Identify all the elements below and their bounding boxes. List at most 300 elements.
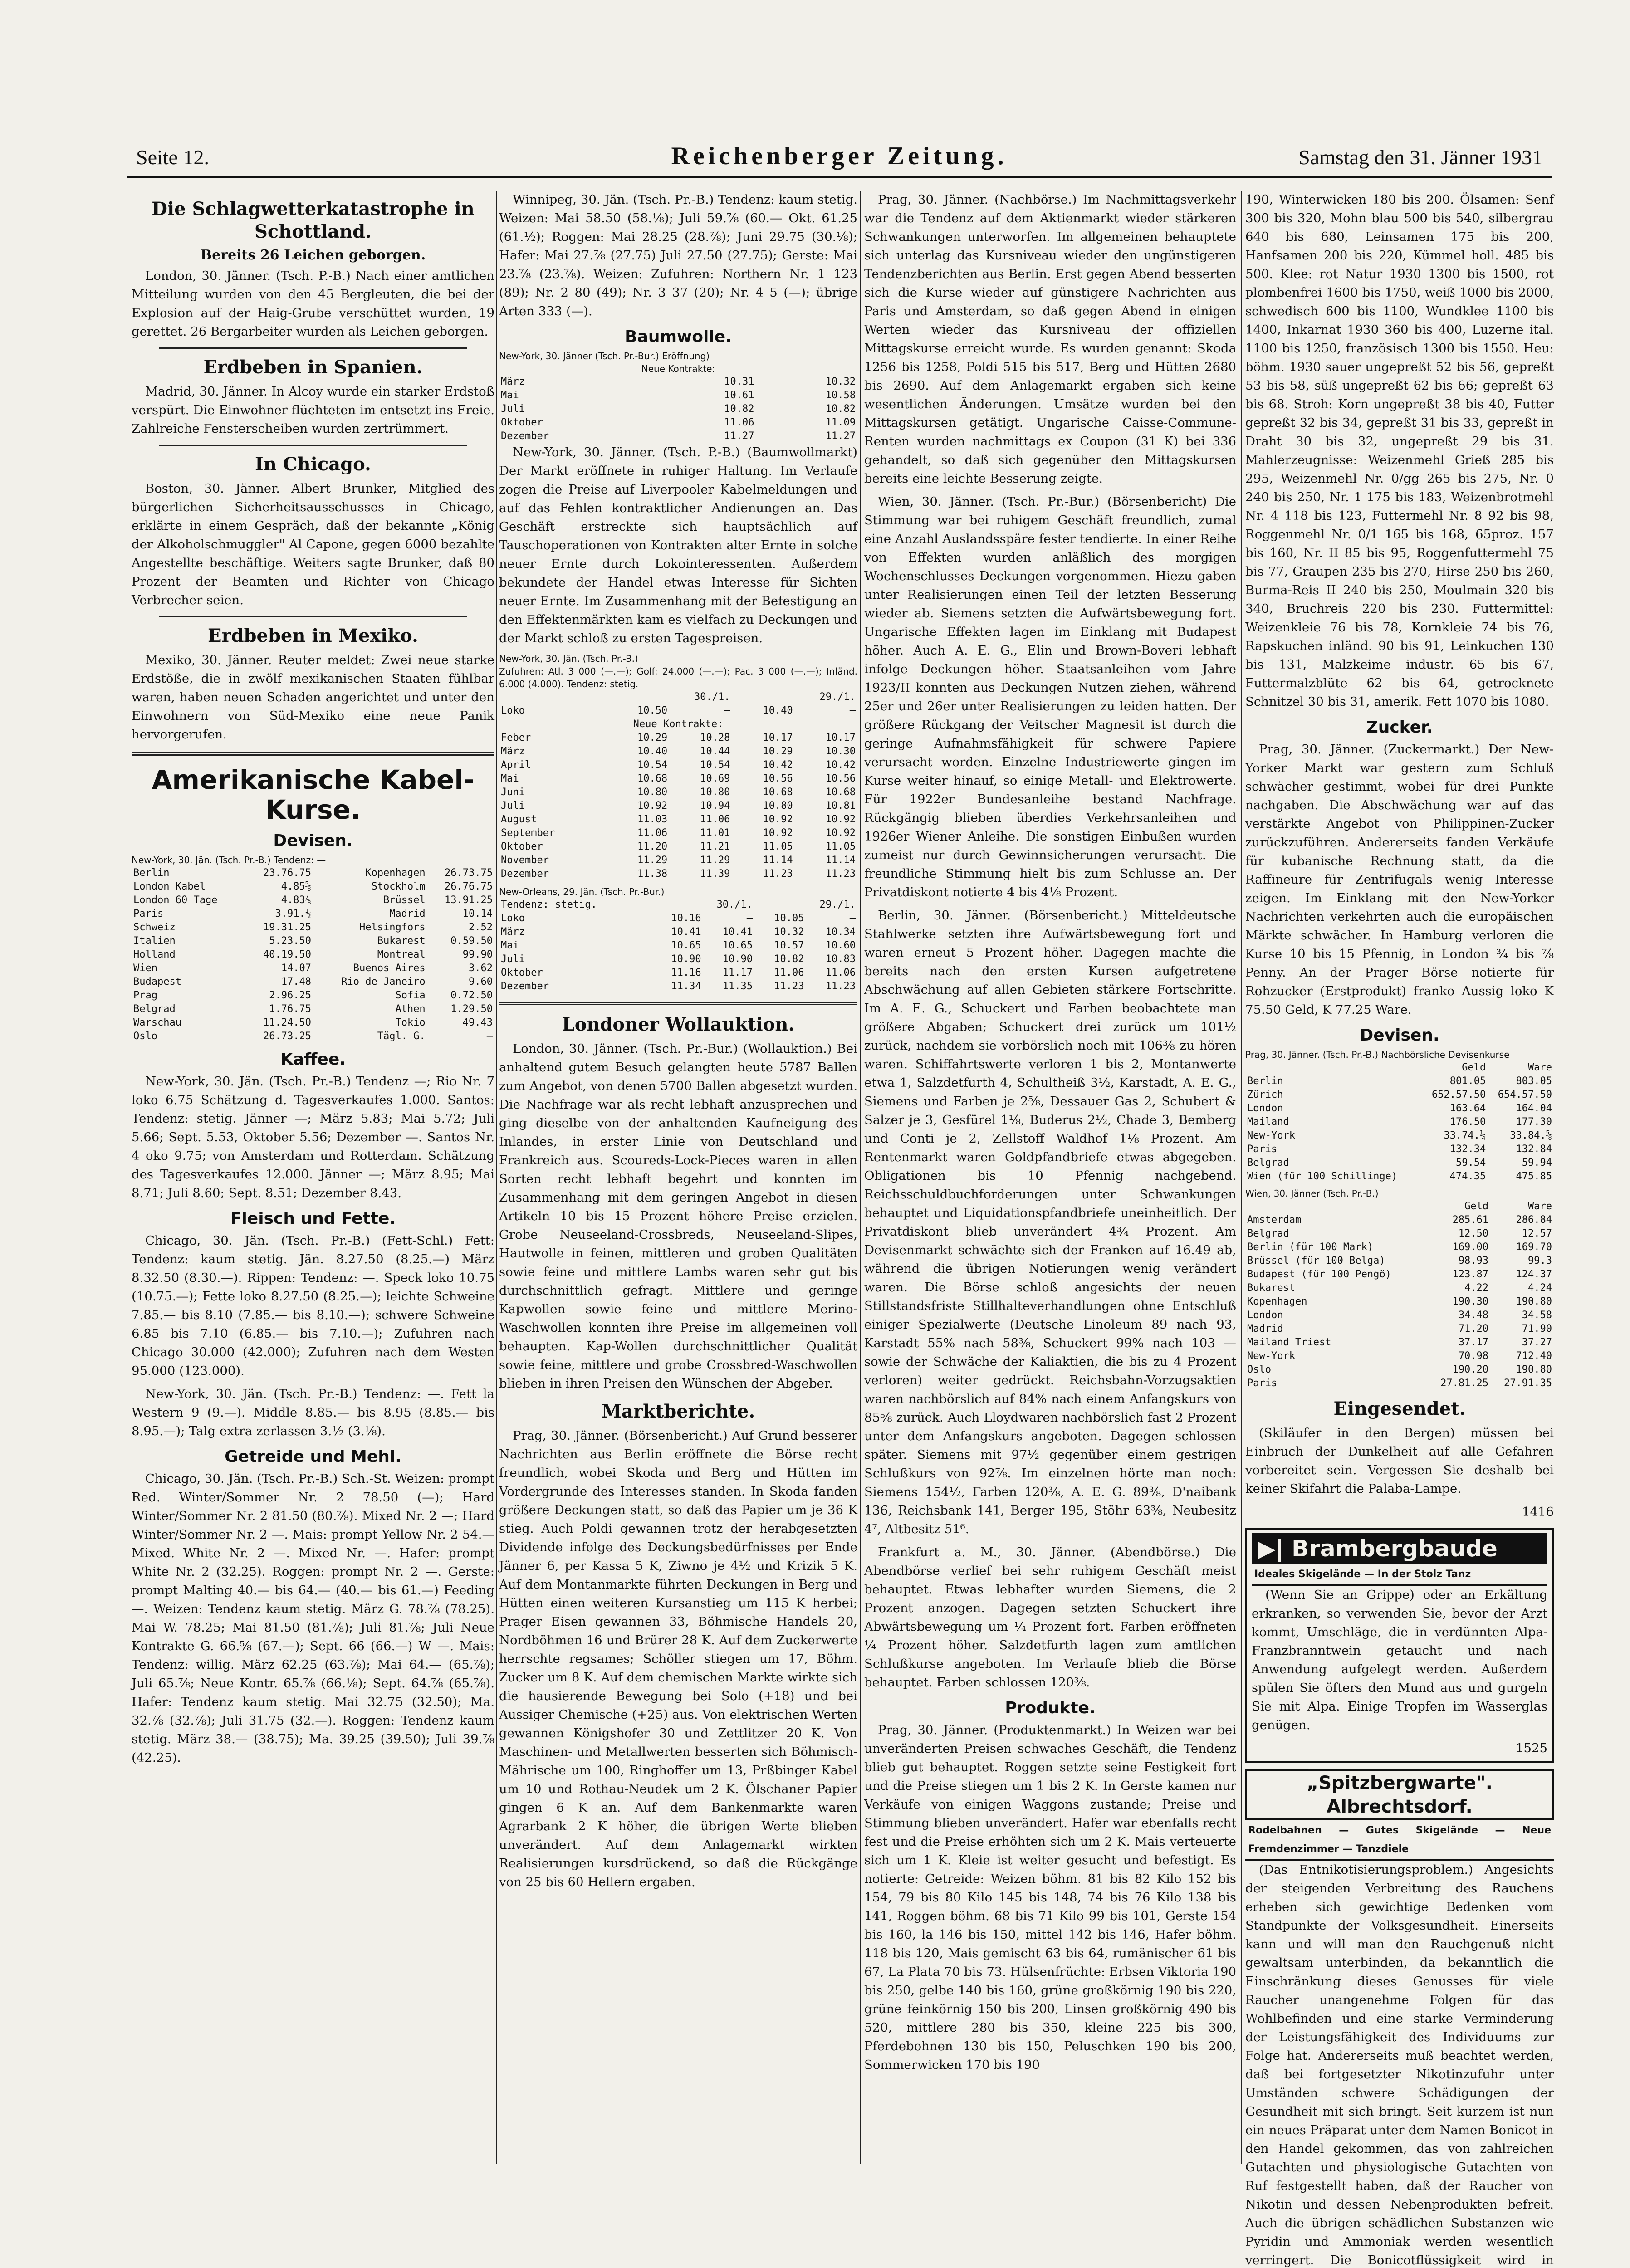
article-produktenmarkt: Prag, 30. Jänner. (Produktenmarkt.) In Weizen war bei unveränderten Preisen schwaches Geschäft, die Tendenz blieb gut behauptet. Roggen setzte seine Festigkeit fort und die Preise stiegen um 1 bis 2 K. In Gerste kamen nur Verkäufe von einigen Waggons zustande; Preise und Stimmung blieben unverändert. Hafer war ebenfalls recht fest und die Preise erhöhten sich um 2 K. Mais verteuerte sich um 1 K. Kleie ist weiter gesucht und befestigt. Es notierte: Getreide: Weizen böhm. 81 bis 82 Kilo 152 bis 154, 79 bis 80 Kilo 145 bis 148, 74 bis 76 Kilo 138 bis 141, Roggen böhm. 68 bis 71 Kilo 99 bis 101, Gerste 154 bis 160, la 146 bis 150, mittel 142 bis 146, Hafer böhm. 118 bis 120, Mais gemischt 63 bis 64, rumänischer 61 bis 67, La Plata 70 bis 73. Hülsenfrüchte: Erbsen Viktoria 190 bis 250, gelbe 140 bis 160, grüne großkörnig 190 bis 220, grüne feinkörnig 150 bis 200, Linsen großkörnig 490 bis 520, mittlere 280 bis 350, kleine 225 bis 300, Pferdebohnen 130 bis 150, Peluschken 190 bis 200, Sommerwicken 170 bis 190 xyxy=(864,1723,1236,2072)
table-cell: Belgrad xyxy=(133,1003,176,1015)
table-cell: 10.32 xyxy=(774,926,804,938)
table-cell: 10.82 xyxy=(774,953,804,965)
table-cell: Dezember xyxy=(501,981,549,992)
table-cell: 190.80 xyxy=(1516,1296,1552,1307)
table-cell: 169.70 xyxy=(1516,1242,1552,1253)
article-chicago: Boston, 30. Jänner. Albert Brunker, Mitglied des bürgerlichen Sicherheitsausschusses in Chicago, erklärte in einem Gespräch, daß der bekannte „König der Alkoholschmuggler" Al Capone, gegen 6000 bezahlte Angestellte beschäftige. Weiters sagte Brunker, daß 80 Prozent der Beamten und Richter von Chicago Verbrecher seien. xyxy=(132,481,494,607)
headline-chicago: In Chicago. xyxy=(255,454,371,475)
table-cell: Bukarest xyxy=(1247,1282,1295,1294)
table-cell: Madrid xyxy=(389,908,426,919)
table-cell: 10.90 xyxy=(722,953,753,965)
table-row xyxy=(132,921,494,934)
article-boersenbericht-prag: Prag, 30. Jänner. (Börsenbericht.) Auf Grund besserer Nachrichten aus Berlin eröffnete die Börse recht freundlich, wobei Skoda und Berg und Hütten im Vordergrunde des Interesses standen. In Skoda fanden größere Deckungen statt, so daß das Papier um je 36 K stieg. Auch Poldi gewannen trotz der herabgesetzten Dividende infolge des Deckungsbedürfnisses per Ende Jänner 6, per Kassa 5 K, Ziwno je 4½ und Krizik 5 K. Auf dem Montanmarkte führten Deckungen in Berg und Hütten einen weiteren Kursanstieg um 115 K herbei; Prager Eisen gewannen 33, Böhmische Handels 20, Nordböhmen 16 und Brürer 28 K. Auf dem Zuckerwerte herrschte regsames; Schöller stiegen um 17, Böhm. Zucker um 8 K. Auf dem chemischen Markte wirkte sich die hausierende Bewegung bei Solo (+18) und bei Aussiger Chemische (+25) aus. Von elektrischen Werten gewannen Königshofer 30 und Zettlitzer 20 K. Von Maschinen- und Metallwerten besserten sich Böhmisch-Mährische um 100, Ringhoffer um 13, Prßbinger Kabel um 10 und Rothau-Neudek um 2 K. Ölschaner Papier gingen 6 K an. Auf dem Bankenmarkte waren Agrarbank 2 K höher, die übrigen Werte blieben unverändert. Auf dem Anlagemarkt wirkten Realisierungen kursdrückend, so daß die Rückgänge von 25 bis 60 Hellern ergaben. xyxy=(499,1428,857,1889)
table-row xyxy=(499,813,857,826)
table-cell: 10.44 xyxy=(700,746,730,757)
table-row xyxy=(1245,1254,1554,1268)
table-cell: Oslo xyxy=(1247,1364,1271,1375)
table-cell: 59.54 xyxy=(1456,1157,1486,1168)
table-cell: 27.91.35 xyxy=(1504,1378,1552,1389)
table-cell: Bukarest xyxy=(377,935,426,947)
headline-fleisch: Fleisch und Fette. xyxy=(230,1209,396,1228)
table-cell: 169.00 xyxy=(1452,1242,1489,1253)
neue-kontrakte-label: Neue Kontrakte: xyxy=(633,719,724,730)
table-cell: Sofia xyxy=(395,990,426,1001)
article-frankfurt: Frankfurt a. M., 30. Jänner. (Abendbörse.) Die Abendbörse verlief bei sehr ruhigem Geschäft meist behauptet. Etwas lebhafter wurden Siemens, die 2 Prozent anzogen. Dagegen setzten Schuckert ihre Abwärtsbewegung um ¼ Prozent fort. Farben eröffneten ¼ Prozent höher. Salzdetfurth lagen zum amtlichen Schlußkurse angeboten. Im Verlaufe blieb die Börse behauptet. Farben schlossen 120⅜. xyxy=(864,1545,1236,1690)
ad-subtitle: Rodelbahnen — Gutes Skigelände — Neue Fremdenzimmer — Tanzdiele xyxy=(1245,1820,1554,1861)
table-cell: 4.24 xyxy=(1528,1282,1552,1294)
baumwolle-neworleans-table xyxy=(499,898,857,993)
table-cell: 71.90 xyxy=(1522,1323,1552,1334)
table-cell: 10.16 xyxy=(671,913,701,924)
column-divider xyxy=(1241,191,1242,2164)
column-4 xyxy=(1245,191,1554,2268)
table-cell: 37.27 xyxy=(1522,1337,1552,1348)
table-cell: 11.23 xyxy=(825,981,856,992)
table-cell: 11.16 xyxy=(671,967,701,978)
table-cell: 11.38 xyxy=(637,868,668,880)
table-cell: 11.23 xyxy=(763,868,793,880)
table-cell: — xyxy=(849,705,856,716)
double-rule xyxy=(499,1002,857,1005)
table-cell: 10.92 xyxy=(825,814,856,825)
table-cell: New-York xyxy=(1247,1130,1295,1141)
table-cell: 1.29.50 xyxy=(450,1003,493,1015)
table-cell: 10.60 xyxy=(825,940,856,951)
table-cell: Schweiz xyxy=(133,922,176,933)
column-divider xyxy=(860,191,861,2164)
table-cell: New-York xyxy=(1247,1350,1295,1362)
table-cell: 11.05 xyxy=(763,841,793,852)
table-cell: 10.31 xyxy=(724,376,754,387)
table-cell: Madrid xyxy=(1247,1323,1283,1334)
table-cell: 176.50 xyxy=(1449,1116,1486,1128)
table-cell: Dezember xyxy=(501,430,549,442)
article-getreide: Chicago, 30. Jän. (Tsch. Pr.-B.) Sch.-St. Weizen: prompt Red. Winter/Sommer Nr. 2 78.50 (—); Hard Winter/Sommer Nr. 2 81.50 (80.⅞). Mixed Nr. 2 —; Hard Winter/Sommer Nr. 2 —. Mais: prompt Yellow Nr. 2 54.— Mixed. White Nr. 2 —. Mixed Nr. —. Hafer: prompt White Nr. 2 (32.25). Roggen: prompt Nr. 2 —. Gerste: prompt Malting 40.— bis 64.— (40.— bis 61.—) Feeding —. Weizen: Tendenz kaum stetig. März G. 78.⅞ (78.25). Mai W. 78.25; Mai 81.50 (81.⅞); Juli 81.⅞; Juli Neue Kontrakte G. 66.⅝ (67.—); Sept. 66 (66.—) W —. Mais: Tendenz: willig. März 62.25 (63.⅞); Mai 64.— (65.⅞); Juli 65.⅞; Neue Kontr. 65.⅞ (66.⅛); Sept. 64.⅞ (65.⅞). Hafer: Tendenz kaum stetig. Mai 32.75 (32.50); Ma. 32.⅞ (32.⅞); Juli 31.75 (32.—). Roggen: Tendenz kaum stetig. März 38.— (38.75); Ma. 39.25 (39.50); Juli 39.⅞ (42.25). xyxy=(132,1471,494,1765)
table-cell: 10.42 xyxy=(825,759,856,771)
table-cell: 803.05 xyxy=(1516,1075,1552,1087)
ad-code: 1525 xyxy=(1516,1741,1547,1755)
table-cell: August xyxy=(501,814,537,825)
table-cell: 10.05 xyxy=(774,913,804,924)
table-cell: 11.17 xyxy=(722,967,753,978)
table-cell: Oktober xyxy=(501,417,543,428)
headline-baumwolle: Baumwolle. xyxy=(625,327,732,346)
table-cell: Italien xyxy=(133,935,176,947)
table-cell: Paris xyxy=(133,908,164,919)
table-cell: 11.01 xyxy=(700,827,730,839)
table-row xyxy=(499,745,857,758)
table-cell: 99.3 xyxy=(1528,1255,1552,1266)
table-cell: 10.41 xyxy=(671,926,701,938)
table-cell: Oktober xyxy=(501,841,543,852)
table-cell: 10.41 xyxy=(722,926,753,938)
table-cell: 10.80 xyxy=(763,800,793,811)
masthead: Reichenberger Zeitung. xyxy=(671,142,1008,170)
table-row xyxy=(132,1002,494,1016)
devisen-wien-head: Wien, 30. Jänner (Tsch. Pr.-B.) xyxy=(1245,1188,1379,1199)
ad-title-text: Brambergbaude xyxy=(1292,1535,1498,1562)
table-cell: 474.35 xyxy=(1449,1171,1486,1182)
table-cell: London 60 Tage xyxy=(133,894,218,906)
table-row xyxy=(1245,1377,1554,1390)
table-cell: 164.04 xyxy=(1516,1103,1552,1114)
table-row xyxy=(499,375,857,389)
col-head: Tendenz: stetig. xyxy=(501,899,597,910)
table-cell: Paris xyxy=(1247,1378,1278,1389)
table-cell: 70.98 xyxy=(1458,1350,1489,1362)
article-produkte-cont: 190, Winterwicken 180 bis 200. Ölsamen: Senf 300 bis 320, Mohn blau 500 bis 540, silbergrau 640 bis 680, Leinsamen 175 bis 200, Hanfsamen 200 bis 220, Kümmel holl. 485 bis 500. Klee: rot Natur 1930 1300 bis 1500, rot plombenfrei 1600 bis 1750, weiß 1000 bis 2000, schwedisch 600 bis 1100, Wundklee 1100 bis 1400, Inkarnat 1930 360 bis 400, Luzerne ital. 1100 bis 1250, französisch 1300 bis 1550. Heu: böhm. 1930 sauer ungepreßt 52 bis 56, gepreßt 53 bis 58, süß ungepreßt 62 bis 66; gepreßt 63 bis 68. Stroh: Korn ungepreßt 38 bis 40, Futter gepreßt 32 bis 34, gepreßt 31 bis 33, gepreßt in Draht 30 bis 32, ungepreßt 29 bis 31. Mahlerzeugnisse: Weizenmehl Grieß 285 bis 295, Weizenmehl Nr. 0/gg 265 bis 275, Nr. 0 240 bis 250, Nr. 1 175 bis 183, Weizenbrotmehl Nr. 4 118 bis 123, Futtermehl Nr. 8 92 bis 98, Roggenmehl Nr. 0/1 165 bis 168, 65proz. 157 bis 160, Nr. II 85 bis 95, Roggenfuttermehl 75 bis 77, Graupen 235 bis 270, Hirse 250 bis 260, Burma-Reis II 240 bis 250, Moulmain 320 bis 340, Bruchreis 220 bis 230. Futtermittel: Weizenkleie 76 bis 78, Kornkleie 74 bis 76, Rapskuchen inländ. 90 bis 91, Leinkuchen 130 bis 131, Malzkeime industr. 65 bis 67, Futtermalzblüte 62 bis 64, getrocknete Schnitzel 30 bis 31, amerik. Fett 1070 bis 1080. xyxy=(1245,192,1554,709)
table-cell: 10.32 xyxy=(825,376,856,387)
table-row xyxy=(132,975,494,989)
table-row xyxy=(499,731,857,745)
table-cell: Berlin xyxy=(133,867,170,879)
table-cell: 11.03 xyxy=(637,814,668,825)
table-cell: 10.54 xyxy=(700,759,730,771)
table-cell: 10.90 xyxy=(671,953,701,965)
col-head: 29./1. xyxy=(819,899,856,910)
table-cell: Berlin xyxy=(1247,1075,1283,1087)
column-3 xyxy=(864,191,1236,2164)
table-cell: 190.30 xyxy=(1452,1296,1489,1307)
table-cell: 10.28 xyxy=(700,732,730,743)
headline-spanien: Erdbeben in Spanien. xyxy=(203,357,423,378)
table-cell: 11.27 xyxy=(724,430,754,442)
table-cell: Brüssel (für 100 Belga) xyxy=(1247,1255,1385,1266)
table-row xyxy=(499,867,857,881)
table-cell: 10.42 xyxy=(763,759,793,771)
table-row xyxy=(499,980,857,993)
table-cell: Mailand xyxy=(1247,1116,1289,1128)
table-cell: 10.14 xyxy=(462,908,493,919)
table-cell: 10.56 xyxy=(825,773,856,784)
table-cell: — xyxy=(746,913,753,924)
table-cell: 0.59.50 xyxy=(450,935,493,947)
table-cell: 10.29 xyxy=(763,746,793,757)
table-cell: 11.29 xyxy=(637,855,668,866)
devisen-prag-head: Prag, 30. Jänner. (Tsch. Pr.-B.) Nachbörsliche Devisenkurse xyxy=(1245,1049,1510,1060)
table-row xyxy=(499,704,857,718)
separator xyxy=(159,445,467,446)
subhead-devisen: Devisen. xyxy=(273,831,353,850)
baumwolle-eroeffnung-head: New-York, 30. Jänner (Tsch. Pr.-Bur.) Eröffnung) xyxy=(499,351,710,362)
table-cell: Buenos Aires xyxy=(353,963,426,974)
table-row xyxy=(1245,1309,1554,1322)
table-row xyxy=(499,758,857,772)
table-cell: 19.31.25 xyxy=(263,922,311,933)
page-number: Seite 12. xyxy=(136,146,209,169)
table-cell: 10.34 xyxy=(825,926,856,938)
table-row xyxy=(1245,1115,1554,1129)
table-cell: 40.19.50 xyxy=(263,949,311,960)
table-row xyxy=(499,430,857,443)
column-2 xyxy=(499,191,857,2164)
table-cell: Dezember xyxy=(501,868,549,880)
table-cell: 10.69 xyxy=(700,773,730,784)
table-cell: 26.73.25 xyxy=(263,1031,311,1042)
table-cell: 37.17 xyxy=(1458,1337,1489,1348)
table-cell: 4.22 xyxy=(1464,1282,1489,1294)
article-winnipeg: Winnipeg, 30. Jän. (Tsch. Pr.-B.) Tendenz: kaum stetig. Weizen: Mai 58.50 (58.⅛); Juli 59.⅞ (60.— Okt. 61.25 (61.½); Roggen: Mai 28.25 (28.⅞); Juni 29.75 (30.⅛); Hafer: Mai 27.⅞ (27.75) Juli 27.50 (27.75); Gerste: Mai 23.⅞ (23.⅞). Weizen: Zufuhren: Northern Nr. 1 123 (89); Nr. 2 80 (49); Nr. 3 37 (20); Nr. 4 5 (—); übrige Arten 333 (—). xyxy=(499,192,857,318)
table-cell: Berlin (für 100 Mark) xyxy=(1247,1242,1374,1253)
devisen-newyork-table xyxy=(132,866,494,1043)
col-head: Geld xyxy=(1464,1201,1489,1212)
table-cell: 132.34 xyxy=(1449,1144,1486,1155)
table-cell: 11.29 xyxy=(700,855,730,866)
table-cell: Mai xyxy=(501,940,519,951)
table-cell: Warschau xyxy=(133,1017,181,1028)
table-row xyxy=(499,786,857,799)
table-cell: 163.64 xyxy=(1449,1103,1486,1114)
table-cell: Stockholm xyxy=(371,881,426,892)
baumwolle-ny-head: New-York, 30. Jän. (Tsch. Pr.-B.) xyxy=(499,653,638,664)
table-cell: 10.17 xyxy=(825,732,856,743)
table-row xyxy=(132,894,494,907)
headline-zucker: Zucker. xyxy=(1366,718,1433,737)
table-row xyxy=(499,402,857,416)
devisen-newyork-head: New-York, 30. Jän. (Tsch. Pr.-B.) Tendenz: — xyxy=(132,855,326,865)
table-cell: 10.68 xyxy=(763,787,793,798)
table-row xyxy=(1245,1156,1554,1170)
table-cell: Loko xyxy=(501,705,525,716)
table-cell: 3.91.½ xyxy=(275,908,311,919)
headline-kaffee: Kaffee. xyxy=(280,1050,346,1069)
table-cell: 11.09 xyxy=(825,417,856,428)
table-cell: 27.81.25 xyxy=(1440,1378,1489,1389)
article-fleisch-newyork: New-York, 30. Jän. (Tsch. Pr.-B.) Tendenz: —. Fett la Western 9 (9.—). Middle 8.85.— bis 8.95 (8.85.— bis 8.95.—); Talg extra zerlassen 3.½ (3.⅛). xyxy=(132,1387,494,1438)
table-cell: 11.34 xyxy=(671,981,701,992)
devisen-wien-table xyxy=(1245,1200,1554,1390)
headline-wollauktion: Londoner Wollauktion. xyxy=(562,1014,795,1035)
table-cell: Belgrad xyxy=(1247,1228,1289,1239)
headline-marktberichte: Marktberichte. xyxy=(601,1401,755,1422)
table-cell: Rio de Janeiro xyxy=(341,976,426,987)
col-head: Ware xyxy=(1528,1062,1552,1073)
table-cell: 11.35 xyxy=(722,981,753,992)
article-wollauktion: London, 30. Jänner. (Tsch. Pr.-Bur.) (Wollauktion.) Bei anhaltend gutem Besuch gelangten heute 5787 Ballen zum Angebot, von denen 5700 Ballen abgesetzt wurden. Die Nachfrage war als recht lebhaft anzusprechen und ging dieselbe von der anhaltenden Kaufneigung des Inlandes, in erster Linie von Deutschland und Frankreich aus. Scoureds-Lock-Pieces waren in allen Sorten recht lebhaft begehrt und konnten im Zusammenhang mit dem geringen Angebot in diesen Artikeln 10 bis 15 Prozent höhere Preise erzielen. Grobe Neuseeland-Crossbreds, Neuseeland-Slipes, Hautwolle in feinen, mittleren und groben Qualitäten sowie feine und mittlere Lambs waren sehr gut bis durchschnittlich gefragt. Mittlere und geringe Kapwollen sowie feine und mittlere Merino-Waschwollen konnten ihre Preise im allgemeinen voll behaupten. Kap-Wollen durchschnittlicher Qualität sowie feine, mittlere und grobe Crossbred-Waschwollen blieben in ihren Preisen den Wünschen der Abgeber. xyxy=(499,1041,857,1391)
table-cell: Mai xyxy=(501,773,519,784)
table-cell: Loko xyxy=(501,913,525,924)
table-cell: 10.50 xyxy=(637,705,668,716)
devisen-prag-table xyxy=(1245,1061,1554,1183)
table-cell: 11.27 xyxy=(825,430,856,442)
table-cell: 10.56 xyxy=(763,773,793,784)
table-cell: 23.76.75 xyxy=(263,867,311,879)
table-row xyxy=(1245,1295,1554,1309)
headline-schlagwetter: Die Schlagwetterkatastrophe in Schottland. xyxy=(152,198,475,242)
table-cell: 652.57.50 xyxy=(1432,1089,1486,1100)
col-head: Ware xyxy=(1528,1201,1552,1212)
table-cell: Kopenhagen xyxy=(1247,1296,1307,1307)
table-cell: 34.58 xyxy=(1522,1310,1552,1321)
table-cell: 11.20 xyxy=(637,841,668,852)
baumwolle-neue-kontrakte: Neue Kontrakte: xyxy=(641,363,715,374)
table-cell: 10.80 xyxy=(700,787,730,798)
table-cell: 0.72.50 xyxy=(450,990,493,1001)
table-row xyxy=(1245,1281,1554,1295)
table-row xyxy=(1245,1143,1554,1156)
table-row xyxy=(499,416,857,430)
article-schlagwetter: London, 30. Jänner. (Tsch. P.-B.) Nach einer amtlichen Mitteilung wurden von den 45 Bergleuten, die bei der Explosion auf der Haig-Grube verschüttet wurden, 19 gerettet. 26 Bergarbeiter wurden als Leichen geborgen. xyxy=(132,269,494,339)
table-row xyxy=(132,989,494,1002)
table-cell: 12.57 xyxy=(1522,1228,1552,1239)
header-rule xyxy=(127,176,1552,178)
table-cell: 13.91.25 xyxy=(445,894,493,906)
table-cell: 801.05 xyxy=(1449,1075,1486,1087)
table-cell: 11.06 xyxy=(700,814,730,825)
table-cell: 10.92 xyxy=(763,814,793,825)
table-cell: 285.61 xyxy=(1452,1214,1489,1226)
table-cell: 99.90 xyxy=(462,949,493,960)
table-cell: 177.30 xyxy=(1516,1116,1552,1128)
table-cell: 10.65 xyxy=(671,940,701,951)
table-row xyxy=(132,948,494,962)
table-row xyxy=(1245,1336,1554,1349)
table-cell: Budapest xyxy=(133,976,181,987)
table-cell: 10.81 xyxy=(825,800,856,811)
notice-grippe: (Wenn Sie an Grippe) oder an Erkältung erkranken, so verwenden Sie, bevor der Arzt kommt, Umschläge, die in verdünnten Alpa-Franzbranntwein getaucht und nach Anwendung aufgelegt werden. Außerdem spülen Sie öfters den Mund aus und gurgeln Sie mit Alpa. Einige Tropfen im Wasserglas genügen. xyxy=(1252,1588,1547,1732)
article-fleisch: Chicago, 30. Jän. (Tsch. Pr.-B.) (Fett-Schl.) Fett: Tendenz: kaum stetig. Jän. 8.27.50 (8.25.—) März 8.32.50 (8.30.—). Rippen: Tendenz: —. Speck loko 10.75 (10.75.—); Fette loko 8.27.50 (8.25.—); leichte Schweine 7.85.— bis 8.10 (7.85.— bis 8.10.—); schwere Schweine 6.85 bis 7.10 (6.85.— bis 7.10.—); Zufuhren nach Chicago 30.000 (42.000); Zufuhren nach dem Westen 95.000 (123.000). xyxy=(132,1233,494,1378)
baumwolle-neworleans-head: New-Orleans, 29. Jän. (Tsch. Pr.-Bur.) xyxy=(499,886,665,897)
table-cell: 712.40 xyxy=(1516,1350,1552,1362)
table-cell: März xyxy=(501,926,525,938)
table-cell: 10.61 xyxy=(724,390,754,401)
table-cell: Montreal xyxy=(377,949,426,960)
table-cell: 475.85 xyxy=(1516,1171,1552,1182)
table-row xyxy=(499,772,857,786)
table-cell: 286.84 xyxy=(1516,1214,1552,1226)
table-cell: — xyxy=(486,1031,493,1042)
table-cell: 10.80 xyxy=(637,787,668,798)
table-cell: Tokio xyxy=(395,1017,426,1028)
table-row xyxy=(1245,1213,1554,1227)
column-divider xyxy=(496,191,497,2164)
table-cell: 33.84.⅝ xyxy=(1510,1130,1552,1141)
table-cell: Oktober xyxy=(501,967,543,978)
table-row xyxy=(1245,1129,1554,1143)
table-row xyxy=(132,1016,494,1030)
table-cell: 10.82 xyxy=(724,403,754,415)
table-cell: 11.39 xyxy=(700,868,730,880)
table-cell: 124.37 xyxy=(1516,1269,1552,1280)
ad-brambergbaude xyxy=(1245,1528,1554,1763)
table-cell: Helsingfors xyxy=(359,922,426,933)
table-cell: 11.06 xyxy=(825,967,856,978)
headline-produkte: Produkte. xyxy=(1005,1699,1096,1717)
table-cell: 10.82 xyxy=(825,403,856,415)
table-cell: 26.73.75 xyxy=(445,867,493,879)
table-cell: London xyxy=(1247,1310,1283,1321)
table-cell: Mailand Triest xyxy=(1247,1337,1331,1348)
table-row xyxy=(1245,1170,1554,1183)
table-cell: 10.40 xyxy=(637,746,668,757)
table-cell: Budapest (für 100 Pengö) xyxy=(1247,1269,1391,1280)
col-head: 30./1. xyxy=(694,691,730,703)
table-cell: — xyxy=(849,913,856,924)
table-cell: Prag xyxy=(133,990,157,1001)
table-row xyxy=(132,962,494,975)
table-cell: 10.68 xyxy=(825,787,856,798)
table-row xyxy=(499,840,857,854)
table-cell: Brüssel xyxy=(383,894,426,906)
notice-skilaeufer: (Skiläufer in den Bergen) müssen bei Einbruch der Dunkelheit auf alle Gefahren vorbereitet sein. Vergessen Sie deshalb bei keiner Skifahrt die Palaba-Lampe. xyxy=(1245,1426,1554,1496)
table-cell: Zürich xyxy=(1247,1089,1283,1100)
table-row xyxy=(499,953,857,966)
table-row xyxy=(1245,1227,1554,1241)
table-cell: 190.20 xyxy=(1452,1364,1489,1375)
table-cell: 9.60 xyxy=(469,976,493,987)
table-row xyxy=(499,389,857,402)
table-row xyxy=(499,939,857,953)
table-cell: London xyxy=(1247,1103,1283,1114)
table-cell: 34.48 xyxy=(1458,1310,1489,1321)
col-head: 29./1. xyxy=(819,691,856,703)
article-nachboerse: Prag, 30. Jänner. (Nachbörse.) Im Nachmittagsverkehr war die Tendenz auf dem Aktienmarkt wieder stärkeren Schwankungen unterworfen. Im allgemeinen behauptete sich unterlag das Kursniveau wieder den ungünstigeren Tendenzberichten aus Berlin. Erst gegen Abend besserten sich die Kurse wieder auf günstigere Nachrichten aus Paris und Amsterdam, so daß gegen Abend in einigen Werten wieder das Kursniveau der offiziellen Mittagskurse erreicht wurde. Es wurden genannt: Skoda 1256 bis 1258, Poldi 515 bis 517, Berg und Hütten 2680 bis 2690. Auf dem Anlagemarkt ergaben sich keine wesentlichen Änderungen. Umsätze wurden bei den Mittagskursen getätigt. Ungarische Caisse-Commune-Renten wurden nachmittags ex Coupon (31 K) bei 336 gehandelt, so daß sich gegenüber den Mittagskursen bereits eine leichte Besserung zeigte. xyxy=(864,192,1236,486)
table-cell: 3.62 xyxy=(469,963,493,974)
table-cell: 10.94 xyxy=(700,800,730,811)
table-row xyxy=(1245,1349,1554,1363)
table-cell: 10.17 xyxy=(763,732,793,743)
table-cell: September xyxy=(501,827,555,839)
table-cell: 11.21 xyxy=(700,841,730,852)
table-cell: 10.92 xyxy=(637,800,668,811)
table-cell: 10.68 xyxy=(637,773,668,784)
table-row xyxy=(132,880,494,894)
table-cell: 10.54 xyxy=(637,759,668,771)
table-cell: 11.23 xyxy=(825,868,856,880)
col-head: Geld xyxy=(1462,1062,1486,1073)
table-cell: 2.96.25 xyxy=(269,990,311,1001)
table-cell: 49.43 xyxy=(462,1017,493,1028)
article-mexiko: Mexiko, 30. Jänner. Reuter meldet: Zwei neue starke Erdstöße, die in zwölf mexikanischen Staaten fühlbar waren, haben neuen Schaden angerichtet und unter den Einwohnern von Süd-Mexiko eine neue Panik hervorgerufen. xyxy=(132,653,494,742)
table-cell: 10.58 xyxy=(825,390,856,401)
table-cell: 11.06 xyxy=(774,967,804,978)
separator xyxy=(159,616,467,617)
article-wien: Wien, 30. Jänner. (Tsch. Pr.-Bur.) (Börsenbericht) Die Stimmung war bei ruhigem Geschäft freundlich, zumal eine Anzahl Auslandsspäre fester tendierte. In einer Reihe von Effekten wurden anläßlich des morgigen Wochenschlusses Deckungen vorgenommen. Hiezu gaben unter Realisierungen einen Teil der letzten Besserung wieder ab. Siemens setzten die Aufwärtsbewegung fort. Ungarische Effekten lagen im Einklang mit Budapest höher. Auch A. E. G., Elin und Brown-Boveri lebhaft infolge Deckungen höher. Staatsanleihen vom Jahre 1923/II konnten aus Deckungen Nutzen ziehen, während 25er und 26er unter Realisierungen zu leiden hatten. Der größere Rückgang der Veitscher Magnesit ist durch die geringe Aufnahmsfähigkeit für schwere Papiere verursacht worden. Einzelne Industriewerte gingen im Kurse weiter hinauf, so einige Metall- und Elektrowerte. Für 1922er Bundesanleihe bestand Nachfrage. Rückgängig blieben überdies Verkehrsanleihen und 1926er Wiener Anleihe. Die sonstigen Einbußen wurden zumeist nur durch Gewinnsicherungen verursacht. Die freundliche Stimmung hielt bis zum Schlusse an. Der Privatdiskont notierte 4 bis 4⅛ Prozent. xyxy=(864,494,1236,899)
table-cell: 10.30 xyxy=(825,746,856,757)
ad-code: 1416 xyxy=(1522,1505,1554,1519)
table-cell: 190.80 xyxy=(1516,1364,1552,1375)
table-row xyxy=(499,912,857,925)
table-cell: 123.87 xyxy=(1452,1269,1489,1280)
col-head: 30./1. xyxy=(716,899,753,910)
table-cell: Wien (für 100 Schillinge) xyxy=(1247,1171,1398,1182)
table-cell: 11.14 xyxy=(763,855,793,866)
article-zucker: Prag, 30. Jänner. (Zuckermarkt.) Der New-Yorker Markt war gestern zum Schluß schwächer gestimmt, wobei für drei Punkte nachgaben. Die Abschwächung war auf das verstärkte Angebot von Philippinen-Zucker zurückzuführen. Andererseits fanden Verkäufe für kubanische Rechnung statt, da die Raffineure für Zentrifugals wenig Interesse zeigen. Im Einklang mit den New-Yorker Nachrichten verkehrten auch die europäischen Märkte schwächer. In Hamburg verloren die Kurse 10 bis 15 Pfennig, in London ¾ bis ⅞ Penny. An der Prager Börse notierte für Rohzucker (Erstprodukt) franko Aussig loko K 75.50 Geld, K 77.25 Ware. xyxy=(1245,742,1554,1017)
table-cell: Wien xyxy=(133,963,157,974)
table-cell: Paris xyxy=(1247,1144,1278,1155)
headline-kabelkurse: Amerikanische Kabel-Kurse. xyxy=(152,764,475,825)
table-cell: 11.24.50 xyxy=(263,1017,311,1028)
headline-devisen: Devisen. xyxy=(1360,1026,1439,1045)
table-cell: 4.83⅞ xyxy=(281,894,311,906)
table-row xyxy=(1245,1102,1554,1115)
table-cell: 132.84 xyxy=(1516,1144,1552,1155)
table-row xyxy=(1245,1088,1554,1102)
table-cell: 10.65 xyxy=(722,940,753,951)
article-entnikotisierung: (Das Entnikotisierungsproblem.) Angesichts der steigenden Verbreitung des Rauchens erheben sich gewichtige Bedenken vom Standpunkte der Volksgesundheit. Einerseits kann und will man den Rauchgenuß nicht gewaltsam unterbinden, da bekanntlich die Einschränkung dieses Genusses für viele Raucher unangenehme Folgen für das Wohlbefinden und eine starke Verminderung der Leistungsfähigkeit des Individuums zur Folge hat. Andererseits muß beachtet werden, daß bei fortgesetzter Nikotinzufuhr unter Umständen schwere Schädigungen der Gesundheit mit sich bringt. Seit kurzem ist nun ein neues Präparat unter dem Namen Bonicot in den Handel gekommen, das von zahlreichen Gutachten und physiologische Gutachten von Ruf festgestellt haben, daß der Raucher von Nikotin und dessen Nebenprodukten befreit. Auch die übrigen schädlichen Substanzen wie Pyridin und Ammoniak werden wesentlich verringert. Die Bonicotflüssigkeit wird in xyxy=(1245,1862,1554,2268)
table-row xyxy=(132,866,494,880)
double-rule xyxy=(132,752,494,756)
table-cell: Tägl. G. xyxy=(377,1031,426,1042)
table-cell: 14.07 xyxy=(281,963,311,974)
table-cell: Juli xyxy=(501,953,525,965)
table-cell: April xyxy=(501,759,531,771)
baumwolle-ny-table xyxy=(499,690,857,881)
table-cell: 5.23.50 xyxy=(269,935,311,947)
arrow-icon: ▶| xyxy=(1258,1535,1284,1562)
table-cell: Juli xyxy=(501,403,525,415)
table-row xyxy=(1245,1241,1554,1254)
